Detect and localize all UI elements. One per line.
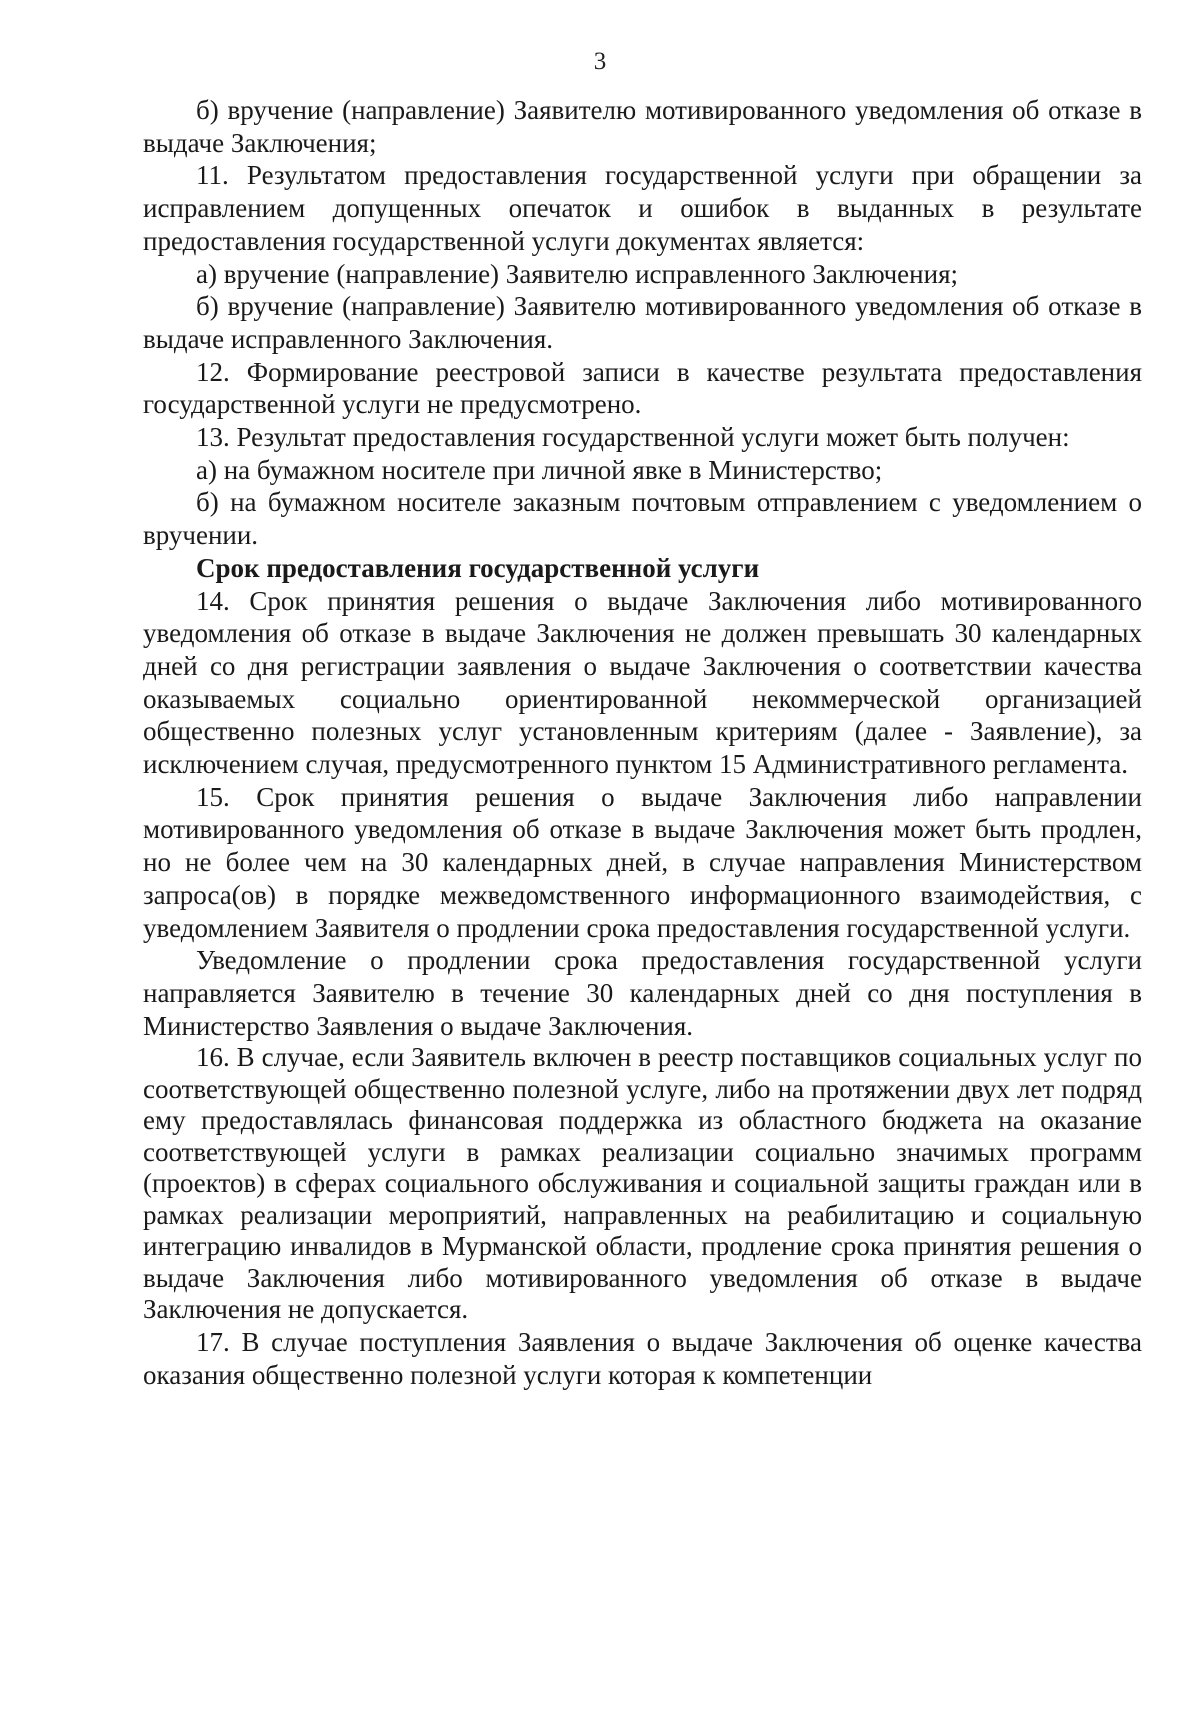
paragraph-11b: б) вручение (направление) Заявителю мотивированного уведомления об отказе в выдаче исправленного Заключения.: [143, 291, 1142, 354]
paragraph-13b: б) на бумажном носителе заказным почтовым отправлением с уведомлением о вручении.: [143, 487, 1142, 551]
paragraph-11: 11. Результатом предоставления государственной услуги при обращении за исправлением допущенных опечаток и ошибок в выданных в результате предоставления государственной услуги документах является:: [143, 160, 1142, 256]
paragraph-15-notice: Уведомление о продлении срока предоставления государственной услуги направляется Заявителю в течение 30 календарных дней со дня поступления в Министерство Заявления о выдаче Заключения.: [143, 945, 1142, 1041]
paragraph-17: 17. В случае поступления Заявления о выдаче Заключения об оценке качества оказания общественно полезной услуги которая к компетенции: [143, 1326, 1142, 1390]
paragraph-12: 12. Формирование реестровой записи в качестве результата предоставления государственной услуги не предусмотрено.: [143, 356, 1142, 420]
document-body: [143, 94, 1142, 1391]
section-heading: Срок предоставления государственной услуги: [196, 552, 760, 583]
paragraph-11a: а) вручение (направление) Заявителю исправленного Заключения;: [196, 258, 958, 289]
page-number: 3: [593, 48, 607, 75]
paragraph-13a: а) на бумажном носителе при личной явке в Министерство;: [196, 454, 883, 485]
paragraph-16: 16. В случае, если Заявитель включен в реестр поставщиков социальных услуг по соответствующей общественно полезной услуге, либо на протяжении двух лет подряд ему предоставлялась финансовая поддержка из областного бюджета на оказание соответствующей услуги в рамках реализации социально значимых программ (проектов) в сферах социального обслуживания и социальной защиты граждан или в рамках реализации мероприятий, направленных на реабилитацию и социальную интеграцию инвалидов в Мурманской области, продление срока принятия решения о выдаче Заключения либо мотивированного уведомления об отказе в выдаче Заключения не допускается.: [143, 1042, 1142, 1325]
paragraph-14: 14. Срок принятия решения о выдаче Заключения либо мотивированного уведомления об отказе в выдаче Заключения не должен превышать 30 календарных дней со дня регистрации заявления о выдаче Заключения о соответствии качества оказываемых социально ориентированной некоммерческой организацией общественно полезных услуг установленным критериям (далее - Заявление), за исключением случая, предусмотренного пунктом 15 Административного регламента.: [143, 585, 1142, 780]
paragraph-13: 13. Результат предоставления государственной услуги может быть получен:: [196, 422, 1070, 453]
paragraph-10b: б) вручение (направление) Заявителю мотивированного уведомления об отказе в выдаче Заключения;: [143, 95, 1142, 158]
paragraph-15: 15. Срок принятия решения о выдаче Заключения либо направлении мотивированного уведомления об отказе в выдаче Заключения может быть продлен, но не более чем на 30 календарных дней, в случае направления Министерством запроса(ов) в порядке межведомственного информационного взаимодействия, с уведомлением Заявителя о продлении срока предоставления государственной услуги.: [143, 781, 1142, 943]
